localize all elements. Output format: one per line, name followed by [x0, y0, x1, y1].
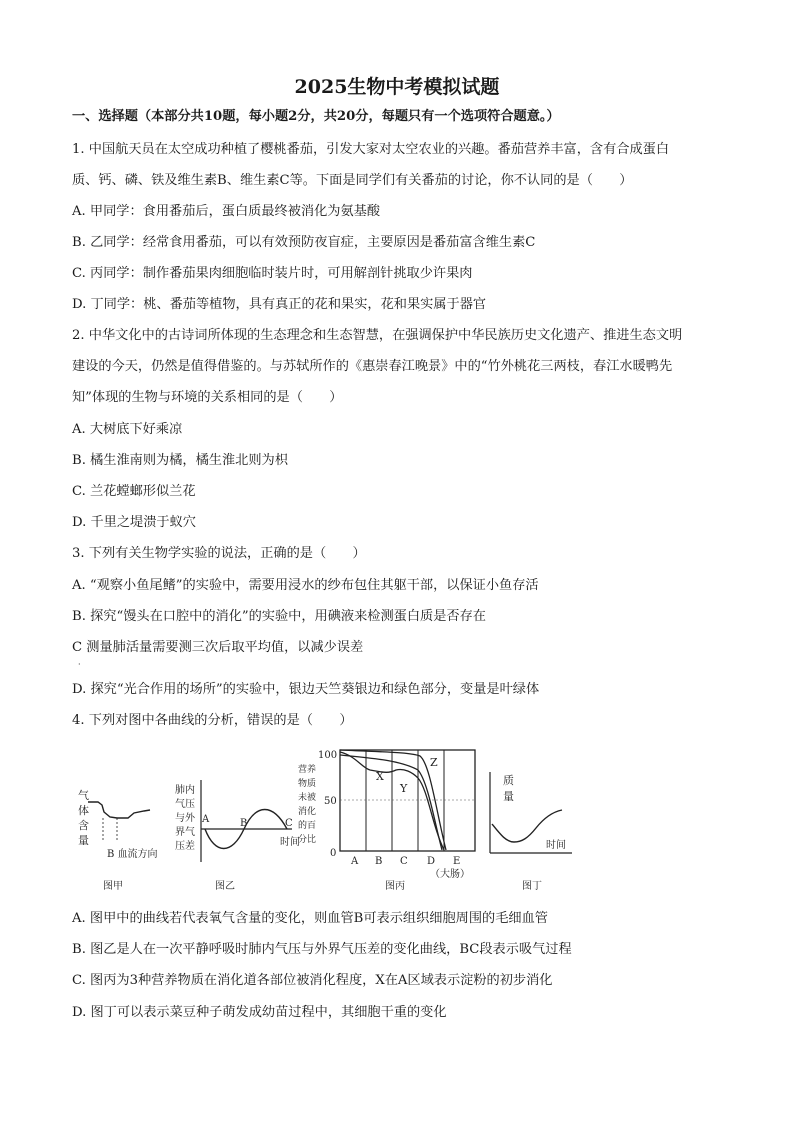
bing-ylabel-2: 物质: [298, 779, 317, 789]
question-3-option-b: B. 探究“馒头在口腔中的消化”的实验中，用碘液来检测蛋白质是否存在: [72, 609, 486, 624]
question-2-option-a: A. 大树底下好乘凉: [72, 422, 183, 437]
question-3-stem: 3. 下列有关生物学实验的说法，正确的是（ ）: [72, 546, 366, 561]
yi-point-b: B: [240, 818, 248, 829]
question-2-stem-line-1: 2. 中华文化中的古诗词所体现的生态理念和生态智慧，在强调保护中华民族历史文化遗产、推进生态文明: [72, 328, 683, 343]
yi-ylabel-1: 肺内: [175, 785, 195, 796]
bing-ytick-0: 0: [330, 848, 337, 859]
question-4-stem: 4. 下列对图中各曲线的分析，错误的是（ ）: [72, 713, 353, 728]
bing-region-c: C: [400, 856, 408, 867]
yi-caption: 图乙: [215, 881, 235, 892]
ding-xlabel: 时间: [546, 840, 566, 851]
bing-frame: [340, 750, 475, 851]
yi-xlabel: 时间: [280, 837, 300, 848]
jia-curve: [88, 802, 150, 818]
question-1-option-c: C. 丙同学：制作番茄果肉细胞临时装片时，可用解剖针挑取少许果肉: [72, 266, 473, 281]
ding-ylabel-2: 量: [503, 790, 514, 803]
yi-ylabel-4: 界气: [175, 827, 195, 838]
question-3-option-d: D. 探究“光合作用的场所”的实验中，银边天竺葵银边和绿色部分，变量是叶绿体: [72, 682, 540, 697]
ding-ylabel-1: 质: [503, 774, 514, 787]
ding-caption: 图丁: [522, 881, 542, 892]
question-4-option-a: A. 图甲中的曲线若代表氧气含量的变化，则血管B可表示组织细胞周围的毛细血管: [72, 911, 548, 926]
question-2-option-d: D. 千里之堤溃于蚁穴: [72, 515, 196, 530]
question-1-option-d: D. 丁同学：桃、番茄等植物，具有真正的花和果实，花和果实属于器官: [72, 297, 487, 312]
yi-point-c: C: [285, 818, 293, 829]
yi-ylabel-3: 与外: [175, 813, 195, 824]
question-1-option-a: A. 甲同学：食用番茄后，蛋白质最终被消化为氨基酸: [72, 204, 381, 219]
question-3-option-a: A. “观察小鱼尾鳍”的实验中，需要用浸水的纱布包住其躯干部，以保证小鱼存活: [72, 578, 539, 593]
bing-ylabel-1: 营养: [298, 765, 317, 775]
jia-ylabel-2: 体: [78, 804, 89, 817]
bing-label-z: Z: [430, 756, 438, 769]
yi-curve: [205, 810, 287, 849]
bing-ytick-50: 50: [324, 796, 337, 807]
bing-region-b: B: [375, 856, 383, 867]
bing-curve-y: [340, 755, 442, 850]
page-title: 2025生物中考模拟试题: [294, 76, 500, 98]
yi-ylabel-2: 气压: [175, 799, 195, 810]
yi-ylabel-5: 压差: [175, 841, 195, 852]
jia-xlabel: B 血流方向: [107, 849, 158, 860]
bing-region-note: （大肠）: [430, 869, 470, 880]
question-2-stem-line-3: 知”体现的生物与环境的关系相同的是（ ）: [72, 390, 343, 405]
question-1-stem-line-1: 1. 中国航天员在太空成功种植了樱桃番茄，引发大家对太空农业的兴趣。番茄营养丰富，含有合成蛋白: [72, 142, 670, 157]
yi-point-a: A: [202, 814, 210, 825]
section-heading: 一、选择题（本部分共10题，每小题2分，共20分，每题只有一个选项符合题意。）: [72, 109, 560, 124]
figure-bing: [298, 750, 475, 892]
jia-caption: 图甲: [103, 881, 123, 892]
bing-ylabel-6: 分比: [298, 835, 317, 845]
bing-ylabel-4: 消化: [298, 807, 317, 817]
jia-ylabel-3: 含: [78, 819, 89, 832]
question-4-option-b: B. 图乙是人在一次平静呼吸时肺内气压与外界气压差的变化曲线，BC段表示吸气过程: [72, 942, 572, 957]
question-2-option-c: C. 兰花螳螂形似兰花: [72, 484, 196, 499]
question-3-option-c: C 测量肺活量需要测三次后取平均值，以减少误差: [72, 640, 364, 655]
bing-label-y: Y: [400, 782, 408, 795]
bing-curve-x: [340, 752, 444, 850]
question-2-option-b: B. 橘生淮南则为橘，橘生淮北则为枳: [72, 453, 288, 468]
figure-jia: [78, 788, 158, 892]
bing-region-e: E: [453, 856, 461, 867]
question-2-stem-line-2: 建设的今天，仍然是值得借鉴的。与苏轼所作的《惠崇春江晚景》中的“竹外桃花三两枝，春江水暖鸭先: [72, 359, 673, 374]
question-4-option-d: D. 图丁可以表示菜豆种子萌发成幼苗过程中，其细胞干重的变化: [72, 1005, 447, 1020]
bing-caption: 图丙: [385, 881, 405, 892]
bing-label-x: X: [376, 770, 384, 783]
figure-ding: [490, 772, 572, 892]
bing-ylabel-5: 的百: [298, 821, 317, 831]
jia-ylabel-1: 气: [78, 789, 89, 802]
bing-region-d: D: [427, 856, 436, 867]
bing-curve-z: [340, 750, 446, 850]
bing-ylabel-3: 未被: [298, 793, 317, 803]
question-1-stem-line-2: 质、钙、磷、铁及维生素B、维生素C等。下面是同学们有关番茄的讨论，你不认同的是（ ）: [72, 173, 633, 188]
question-1-option-b: B. 乙同学：经常食用番茄，可以有效预防夜盲症，主要原因是番茄富含维生素C: [72, 235, 536, 250]
bing-ytick-100: 100: [318, 750, 338, 761]
ding-curve: [492, 810, 562, 842]
question-4-option-c: C. 图丙为3种营养物质在消化道各部位被消化程度，X在A区域表示淀粉的初步消化: [72, 973, 553, 988]
figure-yi: [175, 780, 300, 892]
bing-region-a: A: [351, 856, 359, 867]
jia-ylabel-4: 量: [78, 834, 89, 847]
stray-dot: ·: [78, 660, 81, 669]
